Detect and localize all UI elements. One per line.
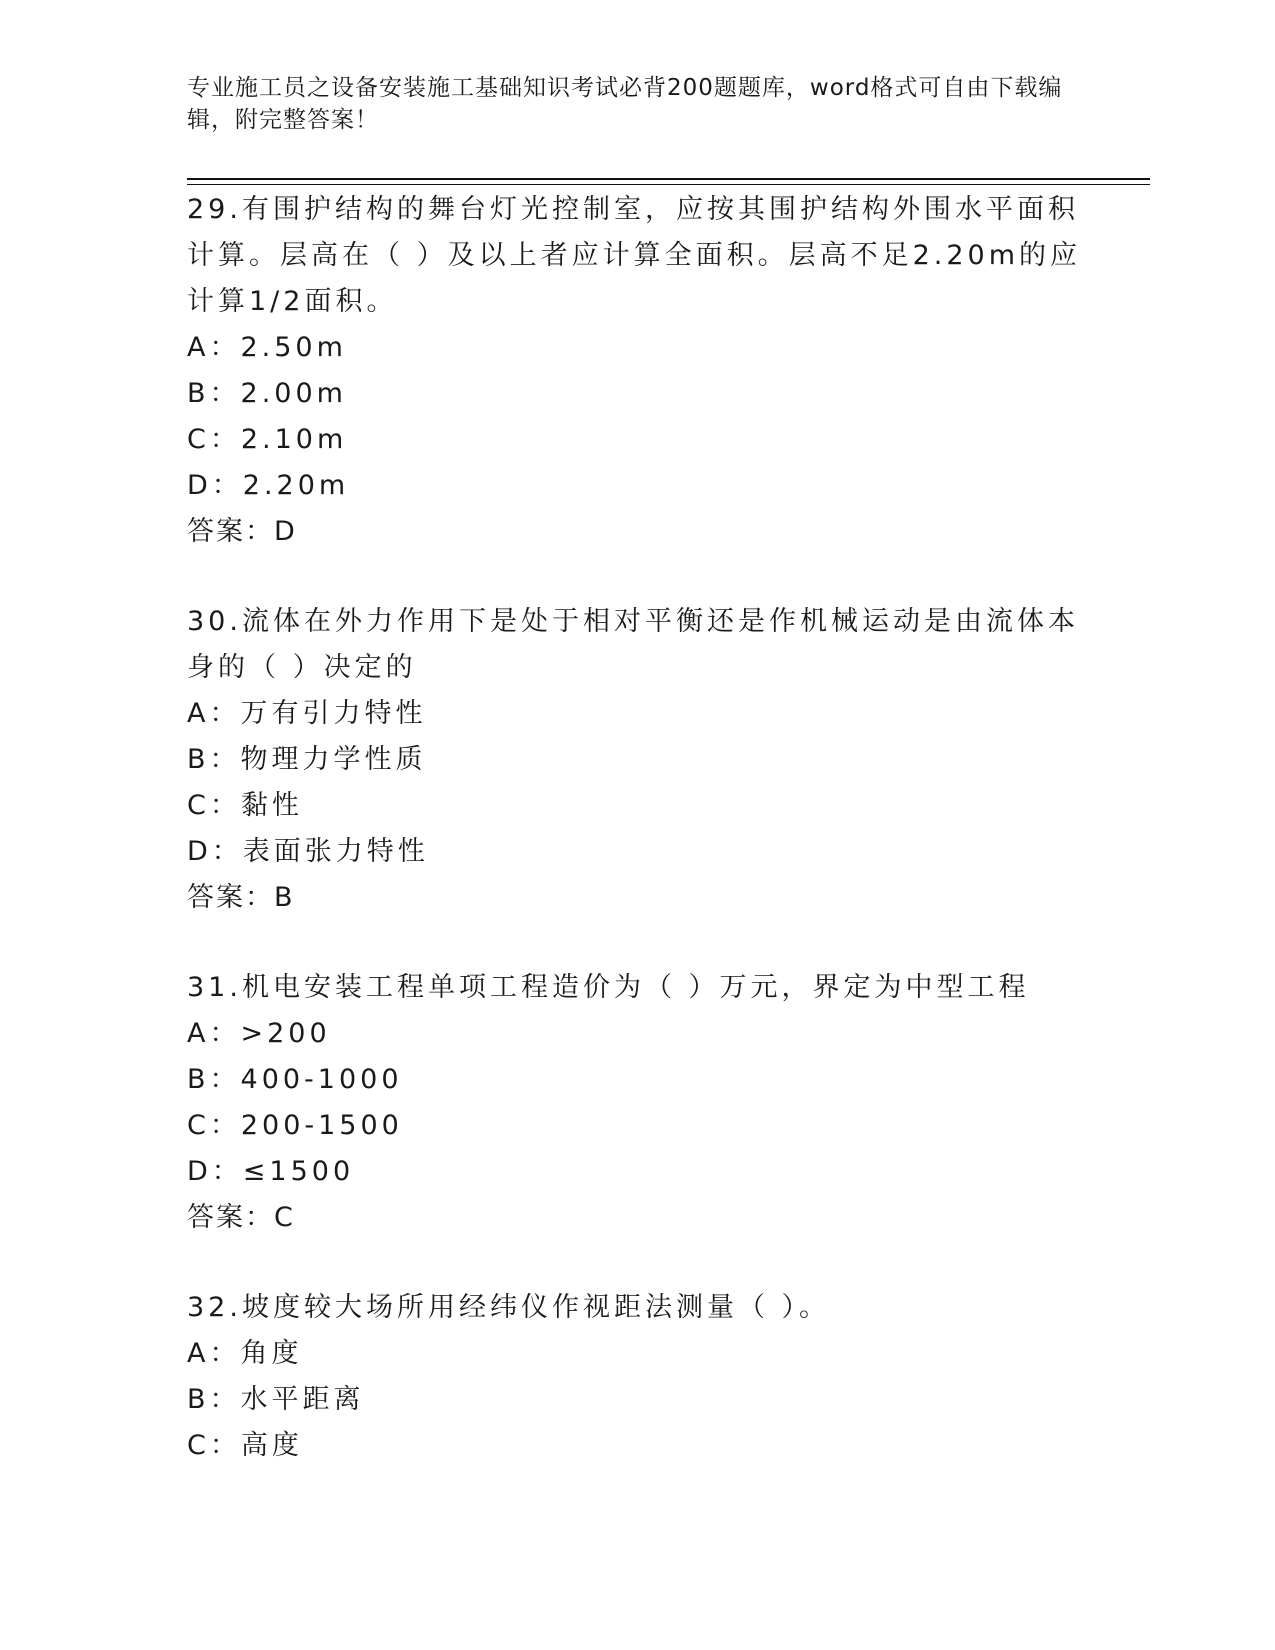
option-b: B：水平距离 [187,1384,365,1415]
question-stem: 32.坡度较大场所用经纬仪作视距法测量（ ）。 [187,1292,831,1323]
option-b: B：物理力学性质 [187,744,427,775]
option-d: D：≤1500 [187,1156,355,1187]
header-divider-thin [187,184,1150,185]
document-header: 专业施工员之设备安装施工基础知识考试必背200题题库，word格式可自由下载编辑，附完整答案！ [187,75,1063,133]
option-c: C：高度 [187,1430,303,1461]
option-c: C：2.10m [187,424,348,455]
option-b: B：2.00m [187,378,347,409]
header-divider [187,178,1150,180]
option-a: A：>200 [187,1018,331,1049]
option-b: B：400-1000 [187,1064,403,1095]
question-30 [187,599,1087,921]
option-a: A：2.50m [187,332,347,363]
option-d: D：2.20m [187,470,350,501]
question-32 [187,1285,1087,1469]
option-a: A：万有引力特性 [187,698,427,729]
question-stem: 31.机电安装工程单项工程造价为（ ）万元，界定为中型工程 [187,972,1030,1003]
question-stem: 29.有围护结构的舞台灯光控制室，应按其围护结构外围水平面积计算。层高在（ ）及以上者应计算全面积。层高不足2.20m的应计算1/2面积。 [187,194,1081,317]
question-31 [187,965,1087,1241]
option-c: C：黏性 [187,790,303,821]
answer-line: 答案：B [187,882,295,913]
option-a: A：角度 [187,1338,303,1369]
option-d: D：表面张力特性 [187,836,429,867]
answer-line: 答案：C [187,1202,295,1233]
answer-line: 答案：D [187,516,297,547]
question-stem: 30.流体在外力作用下是处于相对平衡还是作机械运动是由流体本身的（ ）决定的 [187,606,1079,683]
option-c: C：200-1500 [187,1110,403,1141]
question-list [187,187,1087,1513]
question-29 [187,187,1087,555]
